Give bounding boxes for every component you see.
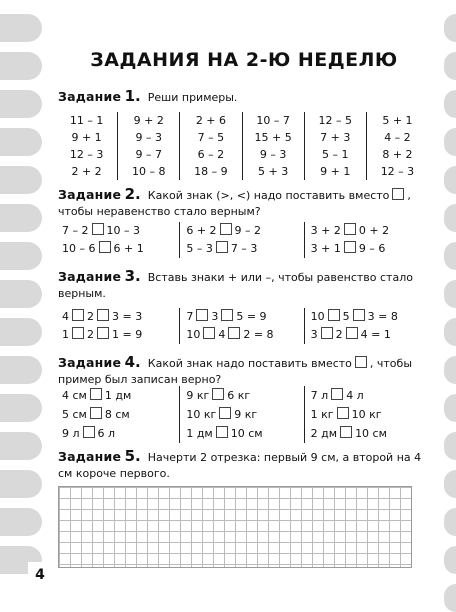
task-1-heading	[58, 88, 428, 106]
page-number: 4	[28, 562, 52, 588]
unit-comparison-column	[304, 386, 428, 443]
operand: 2	[335, 328, 343, 341]
answer-box	[392, 188, 404, 200]
task-1-examples	[56, 112, 428, 180]
answer-box	[321, 327, 333, 339]
operand: 3	[367, 310, 379, 323]
answer-box	[92, 223, 104, 235]
left-expression: 6 + 2	[186, 224, 217, 237]
side-tab	[444, 166, 456, 194]
operand: 5	[236, 310, 247, 323]
example: 7 – 5	[197, 131, 225, 144]
side-tab	[444, 204, 456, 232]
right-quantity: 6 л	[97, 427, 116, 440]
task-instruction-cont: , чтобы пример был записан верно?	[58, 357, 413, 386]
unit-comparison	[62, 405, 173, 424]
task-2-heading	[58, 186, 428, 220]
right-expression: 6 + 1	[113, 242, 144, 255]
right-quantity: 1 дм	[104, 389, 132, 402]
example: 12 – 3	[69, 148, 104, 161]
unit-comparison-column	[56, 386, 179, 443]
example: 8 + 2	[382, 148, 413, 161]
left-quantity: 9 кг	[186, 389, 210, 402]
answer-box	[99, 241, 111, 253]
answer-box	[340, 426, 352, 438]
left-quantity: 10 кг	[186, 408, 217, 421]
task-label: Задание	[58, 355, 122, 370]
example: 5 + 3	[257, 165, 289, 178]
equation	[311, 326, 422, 344]
side-tab	[0, 204, 42, 232]
example-column	[117, 112, 179, 180]
right-quantity: 8 см	[104, 408, 130, 421]
side-tab	[444, 242, 456, 270]
result: = 1	[371, 328, 391, 341]
answer-box	[331, 388, 343, 400]
example: 12 – 5	[318, 114, 353, 127]
task-instruction-cont: , чтобы неравенство стало верным?	[58, 189, 411, 218]
answer-box	[90, 388, 102, 400]
comparison	[311, 222, 422, 240]
side-tab	[444, 90, 456, 118]
example: 12 – 3	[380, 165, 415, 178]
operand: 2	[87, 310, 94, 323]
answer-box	[216, 426, 228, 438]
operand: 2	[243, 328, 254, 341]
answer-box	[203, 327, 215, 339]
task-label: Задание	[58, 449, 122, 464]
result: = 8	[378, 310, 398, 323]
equation	[311, 308, 422, 326]
answer-box	[216, 241, 228, 253]
example: 2 + 6	[195, 114, 227, 127]
left-quantity: 1 кг	[310, 408, 334, 421]
right-quantity: 6 кг	[227, 389, 251, 402]
operand: 10	[310, 310, 325, 323]
example: 5 – 1	[322, 148, 349, 161]
task-4-examples	[56, 386, 428, 443]
unit-comparison	[62, 386, 173, 405]
side-tab	[444, 432, 456, 460]
right-expression: 7 – 3	[230, 242, 258, 255]
operand: 1	[112, 328, 123, 341]
answer-box	[220, 223, 232, 235]
answer-box	[196, 309, 208, 321]
answer-box	[328, 309, 340, 321]
task-label: Задание	[58, 187, 122, 202]
left-quantity: 5 см	[62, 408, 87, 421]
answer-box	[221, 309, 233, 321]
answer-box	[212, 388, 224, 400]
operand: 3	[211, 310, 219, 323]
comparison	[62, 222, 173, 240]
left-quantity: 4 см	[62, 389, 87, 402]
answer-box	[337, 407, 349, 419]
side-tab	[0, 356, 42, 384]
task-instruction: Вставь знаки + или –, чтобы равенство стало верным.	[58, 271, 413, 300]
left-expression: 7 – 2	[62, 224, 89, 237]
result: = 9	[246, 310, 267, 323]
example: 2 + 2	[71, 165, 102, 178]
task-3-heading	[58, 268, 428, 302]
drawing-grid[interactable]	[58, 486, 412, 568]
example: 9 + 2	[133, 114, 164, 127]
comparison	[311, 240, 422, 258]
right-quantity: 10 кг	[351, 408, 382, 421]
operand: 4	[62, 310, 69, 323]
page-title: ЗАДАНИЯ НА 2-Ю НЕДЕЛЮ	[90, 49, 398, 71]
left-tab-strip	[0, 0, 46, 600]
task-number: 1.	[124, 87, 141, 105]
left-expression: 3 + 1	[310, 242, 341, 255]
task-3-examples	[56, 308, 428, 344]
operand: 10	[186, 328, 201, 341]
equation	[62, 308, 173, 326]
task-instruction: Реши примеры.	[147, 91, 238, 104]
example: 7 + 3	[320, 131, 351, 144]
right-tab-strip	[442, 0, 456, 600]
task-instruction: Какой знак (>, <) надо поставить вместо	[147, 189, 390, 202]
right-quantity: 9 кг	[234, 408, 258, 421]
task-number: 5.	[124, 447, 141, 465]
example: 4 – 2	[384, 131, 411, 144]
unit-comparison	[186, 405, 297, 424]
left-quantity: 7 л	[310, 389, 329, 402]
example-column	[179, 112, 241, 180]
task-number: 4.	[124, 353, 141, 371]
operand: 7	[186, 310, 194, 323]
comparison-column	[304, 222, 428, 258]
answer-box	[355, 356, 367, 368]
task-label: Задание	[58, 269, 122, 284]
side-tab	[444, 508, 456, 536]
right-expression: 9 – 6	[358, 242, 386, 255]
example: 15 + 5	[254, 131, 292, 144]
side-tab	[444, 394, 456, 422]
side-tab	[444, 280, 456, 308]
result: = 3	[122, 310, 143, 323]
example: 9 – 3	[259, 148, 287, 161]
left-quantity: 2 дм	[310, 427, 338, 440]
operand: 4	[218, 328, 226, 341]
answer-box	[228, 327, 240, 339]
task-4-heading	[58, 354, 428, 388]
task-2-examples	[56, 222, 428, 258]
example: 9 + 1	[320, 165, 351, 178]
answer-box	[219, 407, 231, 419]
answer-box	[90, 407, 102, 419]
comparison	[186, 222, 297, 240]
right-quantity: 10 см	[355, 427, 387, 440]
unit-comparison	[311, 386, 422, 405]
unit-comparison	[311, 424, 422, 443]
side-tab	[0, 508, 42, 536]
answer-box	[97, 309, 109, 321]
right-expression: 0 + 2	[358, 224, 390, 237]
equation-column	[56, 308, 179, 344]
comparison	[186, 240, 297, 258]
left-expression: 10 – 6	[62, 242, 96, 255]
right-expression: 10 – 3	[106, 224, 140, 237]
task-number: 2.	[124, 185, 141, 203]
equation	[186, 326, 297, 344]
equation-column	[304, 308, 428, 344]
task-number: 3.	[124, 267, 141, 285]
operand: 3	[310, 328, 318, 341]
example: 5 + 1	[382, 114, 413, 127]
unit-comparison	[311, 405, 422, 424]
operand: 4	[360, 328, 372, 341]
result: = 9	[122, 328, 143, 341]
right-expression: 9 – 2	[234, 224, 262, 237]
example-column	[56, 112, 117, 180]
side-tab	[444, 546, 456, 574]
side-tab	[0, 242, 42, 270]
side-tab	[0, 432, 42, 460]
answer-box	[83, 426, 95, 438]
left-quantity: 9 л	[62, 427, 80, 440]
side-tab	[0, 166, 42, 194]
answer-box	[346, 327, 358, 339]
side-tab	[444, 470, 456, 498]
answer-box	[344, 223, 356, 235]
answer-box	[97, 327, 109, 339]
result: = 8	[253, 328, 274, 341]
operand: 5	[342, 310, 350, 323]
task-instruction: Какой знак надо поставить вместо	[147, 357, 352, 370]
example-column	[304, 112, 366, 180]
left-expression: 3 + 2	[310, 224, 341, 237]
right-quantity: 4 л	[346, 389, 364, 402]
answer-box	[353, 309, 365, 321]
side-tab	[444, 584, 456, 612]
side-tab	[0, 394, 42, 422]
side-tab	[0, 470, 42, 498]
operand: 2	[87, 328, 94, 341]
task-label: Задание	[58, 89, 122, 104]
left-expression: 5 – 3	[186, 242, 213, 255]
example: 11 – 1	[69, 114, 104, 127]
example: 10 – 8	[132, 165, 166, 178]
side-tab	[444, 356, 456, 384]
side-tab	[0, 280, 42, 308]
side-tab	[0, 318, 42, 346]
unit-comparison	[186, 424, 297, 443]
operand: 3	[112, 310, 123, 323]
side-tab	[0, 90, 42, 118]
comparison-column	[56, 222, 179, 258]
example: 9 – 3	[135, 131, 162, 144]
example: 9 – 7	[135, 148, 162, 161]
example-column	[242, 112, 304, 180]
example: 18 – 9	[194, 165, 228, 178]
answer-box	[72, 327, 84, 339]
side-tab	[0, 52, 42, 80]
example: 6 – 2	[197, 148, 225, 161]
task-5-heading	[58, 448, 428, 482]
left-quantity: 1 дм	[186, 427, 213, 440]
comparison	[62, 240, 173, 258]
right-quantity: 10 см	[230, 427, 263, 440]
comparison-column	[179, 222, 303, 258]
side-tab	[444, 52, 456, 80]
task-instruction: Начерти 2 отрезка: первый 9 см, а второй на 4 см короче первого.	[58, 451, 422, 480]
equation-column	[179, 308, 303, 344]
equation	[62, 326, 173, 344]
unit-comparison-column	[179, 386, 303, 443]
side-tab	[444, 318, 456, 346]
side-tab	[0, 14, 42, 42]
side-tab	[444, 14, 456, 42]
side-tab	[444, 128, 456, 156]
side-tab	[0, 128, 42, 156]
example: 10 – 7	[256, 114, 290, 127]
example-column	[366, 112, 428, 180]
equation	[186, 308, 297, 326]
answer-box	[344, 241, 356, 253]
answer-box	[72, 309, 84, 321]
unit-comparison	[62, 424, 173, 443]
unit-comparison	[186, 386, 297, 405]
operand: 1	[62, 328, 69, 341]
example: 9 + 1	[71, 131, 102, 144]
